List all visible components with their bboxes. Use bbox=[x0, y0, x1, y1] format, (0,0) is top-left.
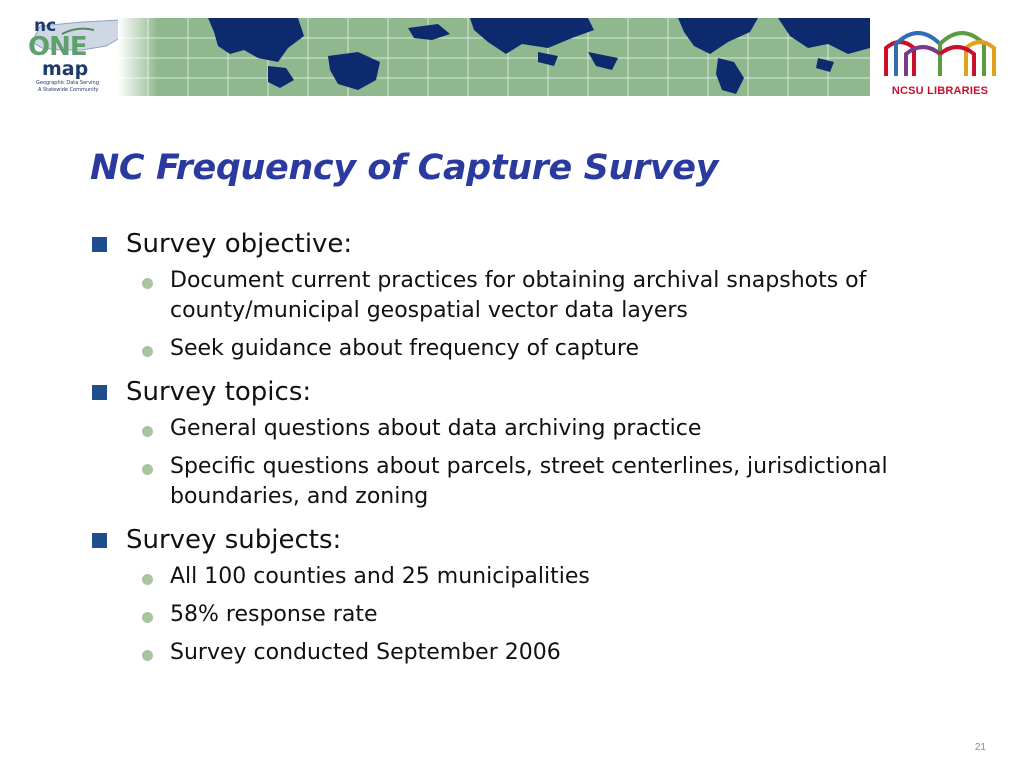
list-item-text: Document current practices for obtaining archival snapshots of county/municipal geospatial vector data layers bbox=[170, 268, 867, 323]
section-survey-objective bbox=[90, 224, 970, 364]
list-item bbox=[90, 600, 970, 630]
list-item bbox=[90, 266, 970, 326]
logo-map-text: map bbox=[42, 58, 89, 80]
square-bullet-icon bbox=[92, 237, 107, 252]
section-survey-subjects bbox=[90, 520, 970, 668]
section-heading bbox=[90, 372, 970, 412]
list-item-text: 58% response rate bbox=[170, 602, 378, 627]
square-bullet-icon bbox=[92, 385, 107, 400]
logo-tagline-2: A Statewide Community bbox=[38, 87, 99, 93]
dot-bullet-icon bbox=[142, 464, 153, 475]
ncsu-libraries-label: NCSU LIBRARIES bbox=[891, 85, 989, 97]
list-item bbox=[90, 414, 970, 444]
logo-tagline-1: Geographic Data Serving bbox=[36, 80, 99, 86]
list-item-text: Seek guidance about frequency of capture bbox=[170, 336, 640, 361]
section-heading bbox=[90, 224, 970, 264]
dot-bullet-icon bbox=[142, 612, 153, 623]
square-bullet-icon bbox=[92, 533, 107, 548]
dot-bullet-icon bbox=[142, 426, 153, 437]
world-map-banner bbox=[118, 18, 870, 96]
logo-one-text: ONE bbox=[28, 32, 87, 62]
list-item-text: General questions about data archiving practice bbox=[170, 416, 702, 441]
list-item bbox=[90, 638, 970, 668]
section-heading-text: Survey topics: bbox=[126, 377, 312, 407]
list-item-text: All 100 counties and 25 municipalities bbox=[170, 564, 590, 589]
page-number: 21 bbox=[974, 742, 986, 753]
dot-bullet-icon bbox=[142, 574, 153, 585]
dot-bullet-icon bbox=[142, 278, 153, 289]
section-survey-topics bbox=[90, 372, 970, 512]
list-item bbox=[90, 562, 970, 592]
dot-bullet-icon bbox=[142, 346, 153, 357]
list-item-text: Survey conducted September 2006 bbox=[170, 640, 561, 665]
list-item-text: Specific questions about parcels, street centerlines, jurisdictional boundaries, and zoning bbox=[170, 454, 888, 509]
slide-title: NC Frequency of Capture Survey bbox=[90, 148, 718, 188]
logo-nc-text: nc bbox=[34, 16, 57, 36]
section-heading-text: Survey subjects: bbox=[126, 525, 342, 555]
list-item bbox=[90, 452, 970, 512]
dot-bullet-icon bbox=[142, 650, 153, 661]
bullet-list bbox=[90, 224, 970, 676]
section-heading-text: Survey objective: bbox=[126, 229, 353, 259]
header-banner bbox=[0, 0, 1024, 102]
list-item bbox=[90, 334, 970, 364]
section-heading bbox=[90, 520, 970, 560]
